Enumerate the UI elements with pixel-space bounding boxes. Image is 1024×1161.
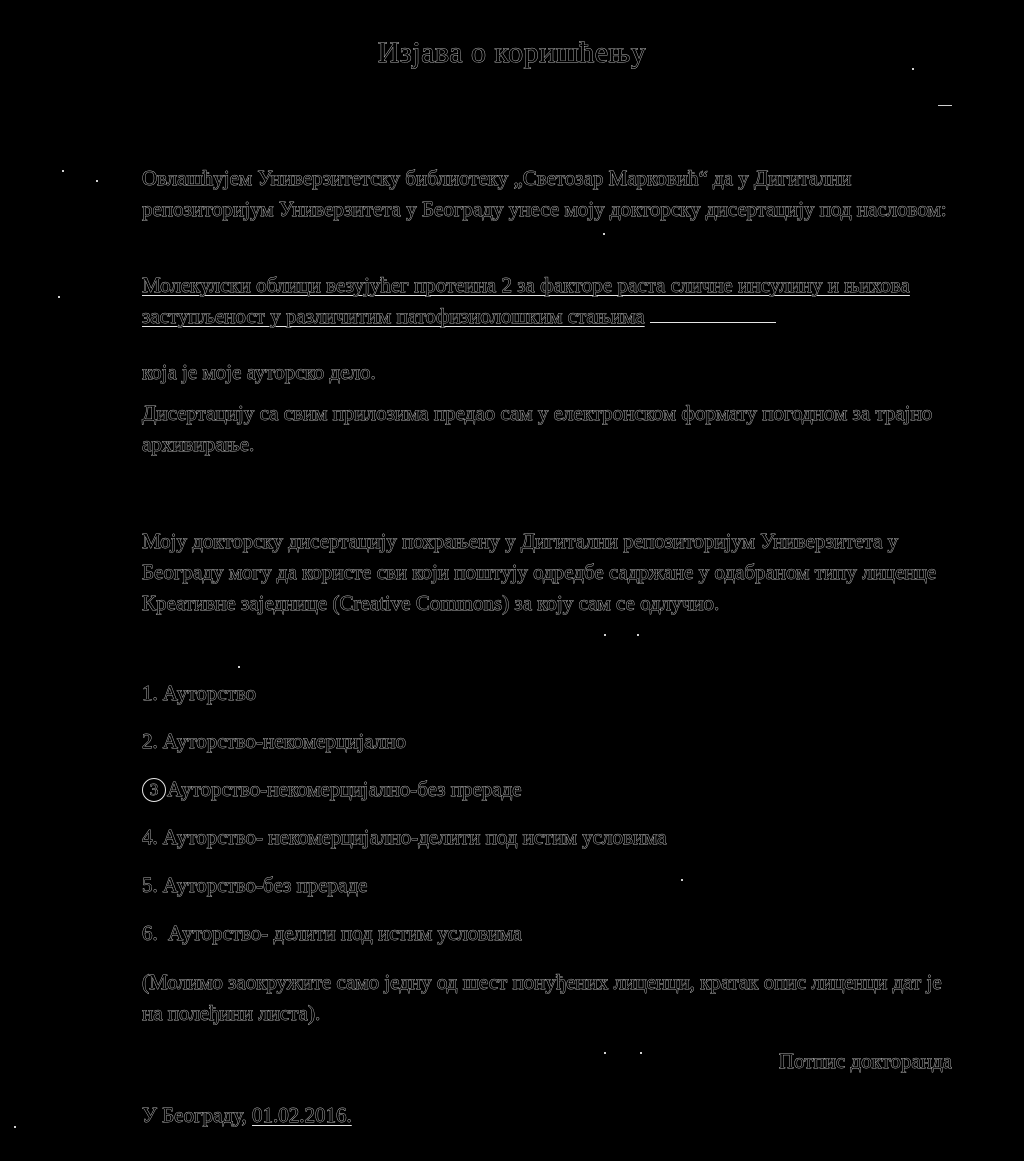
license-options-list — [142, 678, 954, 966]
license-label: Ауторство-некомерцијално-без прераде — [167, 777, 522, 801]
license-label: Ауторство- некомерцијално-делити под истим условима — [162, 825, 667, 849]
license-label: Ауторство- делити под истим условима — [162, 921, 522, 945]
license-option-2[interactable] — [142, 726, 954, 774]
circled-number-3: 3 — [142, 778, 166, 802]
scan-speck — [681, 879, 683, 881]
scan-speck — [62, 170, 64, 172]
license-label: Ауторство-некомерцијално — [162, 729, 406, 753]
license-option-1[interactable] — [142, 678, 954, 726]
license-option-6[interactable] — [142, 918, 954, 966]
scan-speck — [14, 1126, 16, 1128]
scan-speck — [938, 105, 952, 106]
license-option-4[interactable] — [142, 822, 954, 870]
scan-speck — [640, 1052, 642, 1054]
license-number: 1. — [142, 681, 158, 705]
thesis-title-fill-line — [650, 321, 776, 323]
scan-speck — [603, 233, 605, 235]
license-option-5[interactable] — [142, 870, 954, 918]
signature-label: Потпис докторанда — [778, 1049, 952, 1073]
instructions-paragraph: (Молимо заокружите само једну од шест понуђених лиценци, кратак опис лиценци дат је на полеђини листа). — [142, 970, 942, 1025]
license-number: 6. — [142, 921, 158, 945]
license-number: 4. — [142, 825, 158, 849]
place-date-line — [142, 1100, 352, 1131]
date-text: 01.02.2016. — [252, 1103, 352, 1127]
thesis-title: Молекулски облици везујућег протеина 2 за факторе раста сличне инсулину и њихова заступљеност у различитим патофизиолошким стањима — [142, 273, 910, 328]
license-option-3-selected[interactable] — [142, 774, 954, 822]
submission-paragraph: Дисертацију са свим прилозима предао сам у електронском формату погодном за трајно архивирање. — [142, 401, 933, 456]
page-title: Изјава о коришћењу — [377, 36, 647, 69]
license-label: Ауторство — [162, 681, 257, 705]
scan-speck — [637, 634, 639, 636]
license-label: Ауторство-без прераде — [162, 873, 368, 897]
authorization-paragraph: Овлашћујем Универзитетску библиотеку „Светозар Марковић“ да у Дигитални репозиторијум Универзитета у Београду унесе моју докторску дисертацију под насловом: — [142, 166, 947, 221]
thesis-title-block — [142, 270, 954, 332]
scan-speck — [238, 666, 240, 668]
authorship-statement: која је моје ауторско дело. — [142, 360, 376, 384]
license-number: 2. — [142, 729, 158, 753]
scan-speck — [58, 296, 60, 298]
scan-speck — [604, 1052, 606, 1054]
license-number: 5. — [142, 873, 158, 897]
usage-paragraph: Моју докторску дисертацију похрањену у Дигитални репозиторијум Универзитета у Београду могу да користе сви који поштују одредбе садржане у одабраном типу лиценце Креативне заједнице (Creative Commons) за коју сам се одлучио. — [142, 529, 937, 615]
scan-speck — [912, 68, 914, 70]
scan-speck — [604, 634, 606, 636]
place-text: У Београду, — [142, 1103, 253, 1127]
scan-speck — [96, 180, 98, 182]
